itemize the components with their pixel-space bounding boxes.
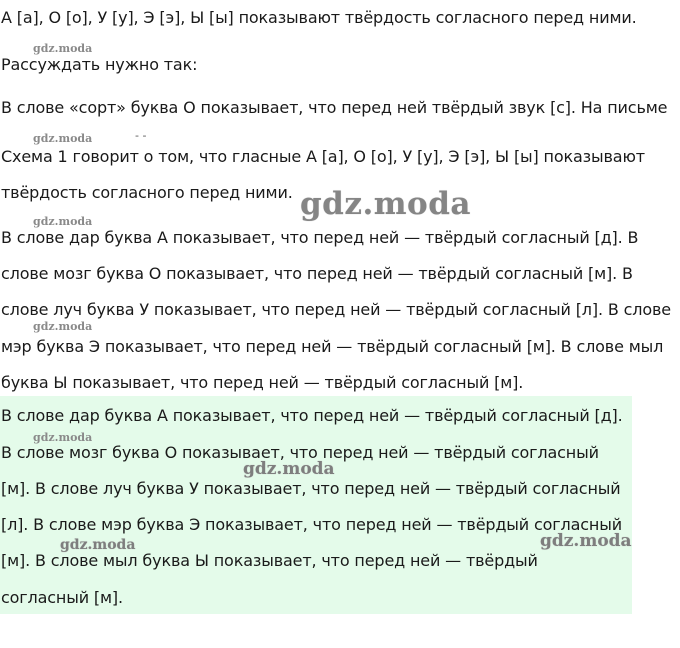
highlighted-line-5: [м]. В слове мыл буква Ы показывает, что перед ней — твёрдый — [1, 551, 538, 570]
intro-line: А [а], О [о], У [у], Э [э], Ы [ы] показывают твёрдость согласного перед ними. — [1, 8, 637, 27]
scheme-line-2: твёрдость согласного перед ними. — [1, 183, 293, 202]
watermark-small-5: gdz.moda — [33, 431, 93, 444]
highlighted-line-6: согласный [м]. — [1, 588, 123, 607]
highlighted-line-4: [л]. В слове мэр буква Э показывает, что перед ней — твёрдый согласный — [1, 515, 622, 534]
example-line-2: слове мозг буква О показывает, что перед ней — твёрдый согласный [м]. В — [1, 264, 633, 283]
highlighted-line-2: В слове мозг буква О показывает, что перед ней — твёрдый согласный — [1, 443, 599, 462]
example-line-3: слове луч буква У показывает, что перед ней — твёрдый согласный [л]. В слове — [1, 300, 671, 319]
watermark-medium-2: gdz.moda — [60, 537, 136, 553]
highlighted-line-3: [м]. В слове луч буква У показывает, что перед ней — твёрдый согласный — [1, 479, 621, 498]
example-line-1: В слове дар буква А показывает, что перед ней — твёрдый согласный [д]. В — [1, 228, 639, 247]
example-line-4: мэр буква Э показывает, что перед ней — твёрдый согласный [м]. В слове мыл — [1, 337, 664, 356]
watermark-small-3: gdz.moda — [33, 215, 93, 228]
watermark-medium-1: gdz.moda — [243, 459, 335, 479]
stray-dashes: - - — [135, 129, 147, 142]
reasoning-line: Рассуждать нужно так: — [1, 55, 198, 74]
scheme-line-1: Схема 1 говорит о том, что гласные А [а], О [о], У [у], Э [э], Ы [ы] показывают — [1, 147, 645, 166]
watermark-medium-3: gdz.moda — [540, 531, 632, 551]
watermark-small-2: gdz.moda — [33, 132, 93, 145]
watermark-large: gdz.moda — [300, 186, 471, 222]
highlighted-line-1: В слове дар буква А показывает, что перед ней — твёрдый согласный [д]. — [1, 406, 623, 425]
highlighted-answer-block — [0, 396, 632, 614]
example-line-5: буква Ы показывает, что перед ней — твёрдый согласный [м]. — [1, 373, 524, 392]
watermark-small-4: gdz.moda — [33, 320, 93, 333]
sort-line: В слове «сорт» буква О показывает, что перед ней твёрдый звук [с]. На письме — [1, 98, 668, 117]
watermark-small-1: gdz.moda — [33, 42, 93, 55]
